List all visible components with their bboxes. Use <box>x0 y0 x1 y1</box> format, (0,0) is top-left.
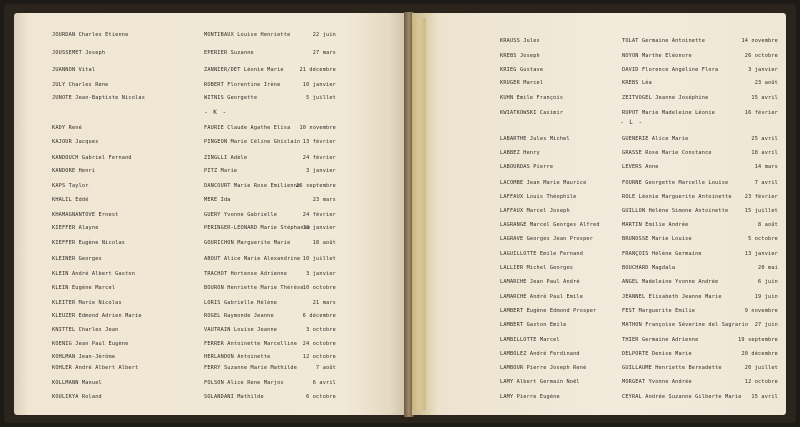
entry-mother: ZEITVOGEL Jeanne Joséphine <box>622 95 709 101</box>
entry-mother: GUILLAUME Henriette Bernadette <box>622 365 722 371</box>
register-entry <box>14 298 406 310</box>
entry-name: JOUSSEMET Joseph <box>52 50 106 56</box>
entry-name: LABOURDAS Pierre <box>500 164 554 170</box>
entry-date: 20 mai <box>758 265 778 271</box>
register-entry <box>14 339 406 351</box>
register-entry <box>412 263 786 275</box>
entry-name: LALLIER Michel Georges <box>500 265 574 271</box>
entry-date: 10 octobre <box>302 285 336 291</box>
entry-mother: SOLANDANI Mathilde <box>204 394 264 400</box>
register-entry <box>412 51 786 63</box>
section-letter-l: - L - <box>620 119 644 126</box>
entry-date: 14 novembre <box>741 38 778 44</box>
entry-mother: MORGEAT Yvonne Andrée <box>622 379 692 385</box>
entry-date: 8 août <box>758 222 778 228</box>
register-entry <box>14 123 406 135</box>
entry-mother: ZANNIER/DET Léonie Marie <box>204 67 284 73</box>
entry-date: 3 janvier <box>306 168 336 174</box>
right-page <box>412 13 786 415</box>
entry-name: LAMBERT Eugène Edmond Prosper <box>500 308 597 314</box>
entry-name: LAMARCHE Jean Paul André <box>500 279 580 285</box>
entry-date: 18 avril <box>751 150 778 156</box>
entry-mother: THIER Germaine Adrienne <box>622 337 699 343</box>
entry-name: LAMARCHE André Paul Emile <box>500 294 584 300</box>
register-entry <box>14 80 406 92</box>
entry-mother: DAVID Florence Angéline Flora <box>622 67 719 73</box>
entry-date: 10 janvier <box>302 82 336 88</box>
entry-name: KIEFFER Eugène Nicolas <box>52 240 126 246</box>
register-entry <box>14 195 406 207</box>
entry-name: JOURDAN Charles Etienne <box>52 32 129 38</box>
entry-name: KANDORE Henri <box>52 168 96 174</box>
register-entry <box>412 392 786 404</box>
entry-name: LAMY Albert Germain Noël <box>500 379 580 385</box>
entry-name: KLEIN Eugène Marcel <box>52 285 116 291</box>
entry-name: LAMBOUR Pierre Joseph René <box>500 365 587 371</box>
entry-date: 10 novembre <box>299 125 336 131</box>
register-entry <box>14 30 406 42</box>
entry-name: LAMBOLEZ André Ferdinand <box>500 351 580 357</box>
entry-mother: CEYRAL Andrée Suzanne Gilberte Marie <box>622 394 742 400</box>
entry-date: 7 août <box>316 365 336 371</box>
entry-mother: MONTIBAUX Louise Henriette <box>204 32 291 38</box>
entry-date: 15 avril <box>751 394 778 400</box>
entry-mother: ABOUT Alice Marie Alexandrine <box>204 256 301 262</box>
entry-name: KOLLMANN Manuel <box>52 380 102 386</box>
entry-date: 12 octobre <box>744 379 778 385</box>
entry-date: 26 octobre <box>744 53 778 59</box>
entry-name: LAMBERT Gaston Emile <box>500 322 567 328</box>
entry-name: KNITTEL Charles Jean <box>52 327 119 333</box>
entry-date: 27 juin <box>754 322 778 328</box>
entry-mother: DANCOURT Marie Rose Emilienne <box>204 183 301 189</box>
register-entry <box>14 181 406 193</box>
entry-mother: WITNIS Georgette <box>204 95 258 101</box>
entry-date: 27 mars <box>312 50 336 56</box>
register-entry <box>14 378 406 390</box>
entry-mother: GOURICHON Marguerite Marie <box>204 240 291 246</box>
entry-name: LAGUILLOTTE Emile Fernand <box>500 251 584 257</box>
entry-mother: ROLE Léonie Marguerite Antoinette <box>622 194 732 200</box>
entry-date: 13 janvier <box>744 251 778 257</box>
entry-date: 6 décembre <box>302 313 336 319</box>
entry-name: KRAUSS Jules <box>500 38 540 44</box>
entry-mother: FOLSON Alice Rene Marjos <box>204 380 284 386</box>
entry-name: KAJOUR Jacques <box>52 139 99 145</box>
left-page <box>14 13 406 415</box>
register-entry <box>412 349 786 361</box>
entry-name: KHAMAGNANTOVE Ernest <box>52 212 119 218</box>
entry-date: 14 mars <box>754 164 778 170</box>
entry-name: LAMBILLOTTE Marcel <box>500 337 560 343</box>
entry-mother: MARTIN Emilie Andrée <box>622 222 689 228</box>
entry-date: 23 août <box>754 80 778 86</box>
register-entry <box>14 283 406 295</box>
entry-mother: FOURNE Georgette Marcelle Louise <box>622 180 729 186</box>
entry-name: LAGRAVE Georges Jean Prosper <box>500 236 594 242</box>
entry-mother: FRANÇOIS Hélène Germaine <box>622 251 702 257</box>
entry-name: JUANNON Vital <box>52 67 96 73</box>
register-entry <box>412 335 786 347</box>
entry-mother: MERE Ida <box>204 197 231 203</box>
register-entry <box>412 148 786 160</box>
entry-date: 20 juillet <box>744 365 778 371</box>
register-entry <box>14 93 406 105</box>
entry-date: 21 décembre <box>299 67 336 73</box>
entry-name: KOENIG Jean Paul Eugène <box>52 341 129 347</box>
entry-mother: ANGEL Madeleine Yvonne Andrée <box>622 279 719 285</box>
register-entry <box>412 93 786 105</box>
register-entry <box>14 325 406 337</box>
register-entry <box>14 166 406 178</box>
entry-mother: FERRY Suzanne Marie Mathilde <box>204 365 298 371</box>
entry-date: 24 février <box>302 212 336 218</box>
entry-mother: RUPOT Marie Madeleine Léonie <box>622 110 716 116</box>
entry-mother: EPERIER Suzanne <box>204 50 254 56</box>
entry-name: KOHLMAN Jean-Jérôme <box>52 354 116 360</box>
entry-date: 6 juin <box>758 279 778 285</box>
entry-mother: PINGEON Marie Céline Ghislain <box>204 139 301 145</box>
entry-date: 19 septembre <box>738 337 778 343</box>
entry-date: 3 octobre <box>306 327 336 333</box>
register-entry <box>14 137 406 149</box>
register-entry <box>412 377 786 389</box>
entry-date: 23 février <box>744 194 778 200</box>
register-entry <box>14 311 406 323</box>
entry-name: KLEIN André Albert Gaston <box>52 271 136 277</box>
entry-name: KLEUZER Edmond Adrien Marie <box>52 313 142 319</box>
register-entry <box>412 277 786 289</box>
register-entry <box>412 363 786 375</box>
register-entry <box>14 65 406 77</box>
entry-date: 5 octobre <box>748 236 778 242</box>
register-entry <box>412 134 786 146</box>
entry-mother: LEVERS Anne <box>622 164 659 170</box>
entry-date: 6 octobre <box>306 394 336 400</box>
entry-name: KANDOUCH Gabriel Fernand <box>52 155 132 161</box>
entry-mother: ROBERT Florentine Irène <box>204 82 281 88</box>
entry-date: 19 juin <box>754 294 778 300</box>
register-entry <box>14 153 406 165</box>
entry-date: 18 août <box>312 240 336 246</box>
register-entry <box>412 78 786 90</box>
entry-name: KWIATKOWSKI Casimir <box>500 110 564 116</box>
entry-mother: GUILLON Hélène Simone Antoinette <box>622 208 729 214</box>
entry-name: LAFFAUX Louis Théophile <box>500 194 577 200</box>
register-entry <box>412 306 786 318</box>
entry-date: 24 octobre <box>302 341 336 347</box>
entry-mother: FERRER Antoinette Marcelline <box>204 341 298 347</box>
entry-mother: MATHON Françoise Séverine del Sagrario <box>622 322 749 328</box>
entry-name: KIEFFER Alayne <box>52 225 99 231</box>
entry-mother: PERINGER-LEONARD Marie Stéphanie <box>204 225 311 231</box>
entry-mother: GRASSE Rose Marie Constance <box>622 150 712 156</box>
entry-name: KOULIKYA Roland <box>52 394 102 400</box>
entry-name: KAPS Taylor <box>52 183 89 189</box>
register-entry <box>14 48 406 60</box>
entry-date: 15 avril <box>751 95 778 101</box>
entry-name: KHALIL Eddé <box>52 197 89 203</box>
entry-date: 15 juillet <box>744 208 778 214</box>
register-entry <box>412 249 786 261</box>
entry-name: JULY Charles Rene <box>52 82 109 88</box>
entry-mother: HERLANDON Antoinette <box>204 354 271 360</box>
entry-date: 21 mars <box>312 300 336 306</box>
entry-name: LAGRANGE Marcel Georges Alfred <box>500 222 600 228</box>
entry-date: 25 avril <box>751 136 778 142</box>
entry-date: 16 février <box>744 110 778 116</box>
entry-date: 13 février <box>302 139 336 145</box>
register-entry <box>412 65 786 77</box>
register-entry <box>412 220 786 232</box>
entry-mother: TRACHOT Hortense Adrienne <box>204 271 288 277</box>
register-entry <box>14 269 406 281</box>
entry-date: 10 janvier <box>302 225 336 231</box>
entry-mother: FAURIE Claude Agathe Elisa <box>204 125 291 131</box>
entry-mother: GUERY Yvonne Gabrielle <box>204 212 278 218</box>
register-entry <box>412 234 786 246</box>
register-entry <box>14 238 406 250</box>
open-register-book <box>4 4 796 423</box>
entry-mother: TOLAT Germaine Antoinette <box>622 38 706 44</box>
register-entry <box>412 192 786 204</box>
entry-name: KRUGER Marcel <box>500 80 544 86</box>
section-letter-k: - K - <box>204 109 228 116</box>
entry-date: 23 mars <box>312 197 336 203</box>
register-entry <box>412 178 786 190</box>
entry-date: 5 juillet <box>306 95 336 101</box>
entry-date: 9 novembre <box>744 308 778 314</box>
entry-mother: GUENERIE Alice Marie <box>622 136 689 142</box>
register-entry <box>412 292 786 304</box>
register-entry <box>14 392 406 404</box>
entry-date: 20 décembre <box>741 351 778 357</box>
register-entry <box>14 223 406 235</box>
entry-mother: KREBS Léa <box>622 80 652 86</box>
entry-mother: BRUNOSSE Marie Louise <box>622 236 692 242</box>
entry-name: KLEITER Marie Nicolas <box>52 300 122 306</box>
entry-name: KRIEG Gustave <box>500 67 544 73</box>
entry-mother: JEANNEL Elisabeth Jeanne Marie <box>622 294 722 300</box>
entry-mother: NOYON Marthe Eléonore <box>622 53 692 59</box>
entry-name: LAFFAUX Marcel Joseph <box>500 208 570 214</box>
entry-date: 24 février <box>302 155 336 161</box>
entry-mother: DELPORTE Denise Marie <box>622 351 692 357</box>
entry-date: 6 avril <box>312 380 336 386</box>
register-entry <box>14 363 406 375</box>
entry-mother: PITZ Marie <box>204 168 238 174</box>
entry-date: 26 septembre <box>296 183 336 189</box>
register-entry <box>412 108 786 120</box>
register-entry <box>412 162 786 174</box>
entry-mother: LORIS Gabrielle Hélène <box>204 300 278 306</box>
entry-name: LACOMBE Jean Marie Maurice <box>500 180 587 186</box>
entry-mother: BOUCHARD Magdala <box>622 265 676 271</box>
register-entry <box>412 206 786 218</box>
entry-date: 7 avril <box>754 180 778 186</box>
entry-mother: ZINGLLI Adèle <box>204 155 248 161</box>
register-entry <box>14 210 406 222</box>
entry-mother: BOURON Henriette Marie Thérèse <box>204 285 304 291</box>
entry-name: KOHLER André Albert Albert <box>52 365 139 371</box>
entry-name: KREBS Joseph <box>500 53 540 59</box>
register-entry <box>412 320 786 332</box>
entry-mother: ROGEL Raymonde Jeanne <box>204 313 274 319</box>
entry-date: 22 juin <box>312 32 336 38</box>
entry-date: 3 janvier <box>306 271 336 277</box>
entry-date: 10 juillet <box>302 256 336 262</box>
entry-name: LAMY Pierre Eugène <box>500 394 560 400</box>
entry-mother: VAUTRAIN Louise Jeanne <box>204 327 278 333</box>
entry-name: KUHN Emile François <box>500 95 564 101</box>
entry-name: KLEINER Georges <box>52 256 102 262</box>
entry-date: 3 janvier <box>748 67 778 73</box>
entry-name: LABBEZ Henry <box>500 150 540 156</box>
entry-name: JUNOTE Jean-Baptiste Nicolas <box>52 95 146 101</box>
entry-mother: FEST Marguerite Emilie <box>622 308 696 314</box>
register-entry <box>14 254 406 266</box>
entry-name: KADY René <box>52 125 82 131</box>
entry-date: 12 octobre <box>302 354 336 360</box>
register-entry <box>412 36 786 48</box>
entry-name: LABARTHE Jules Michel <box>500 136 570 142</box>
